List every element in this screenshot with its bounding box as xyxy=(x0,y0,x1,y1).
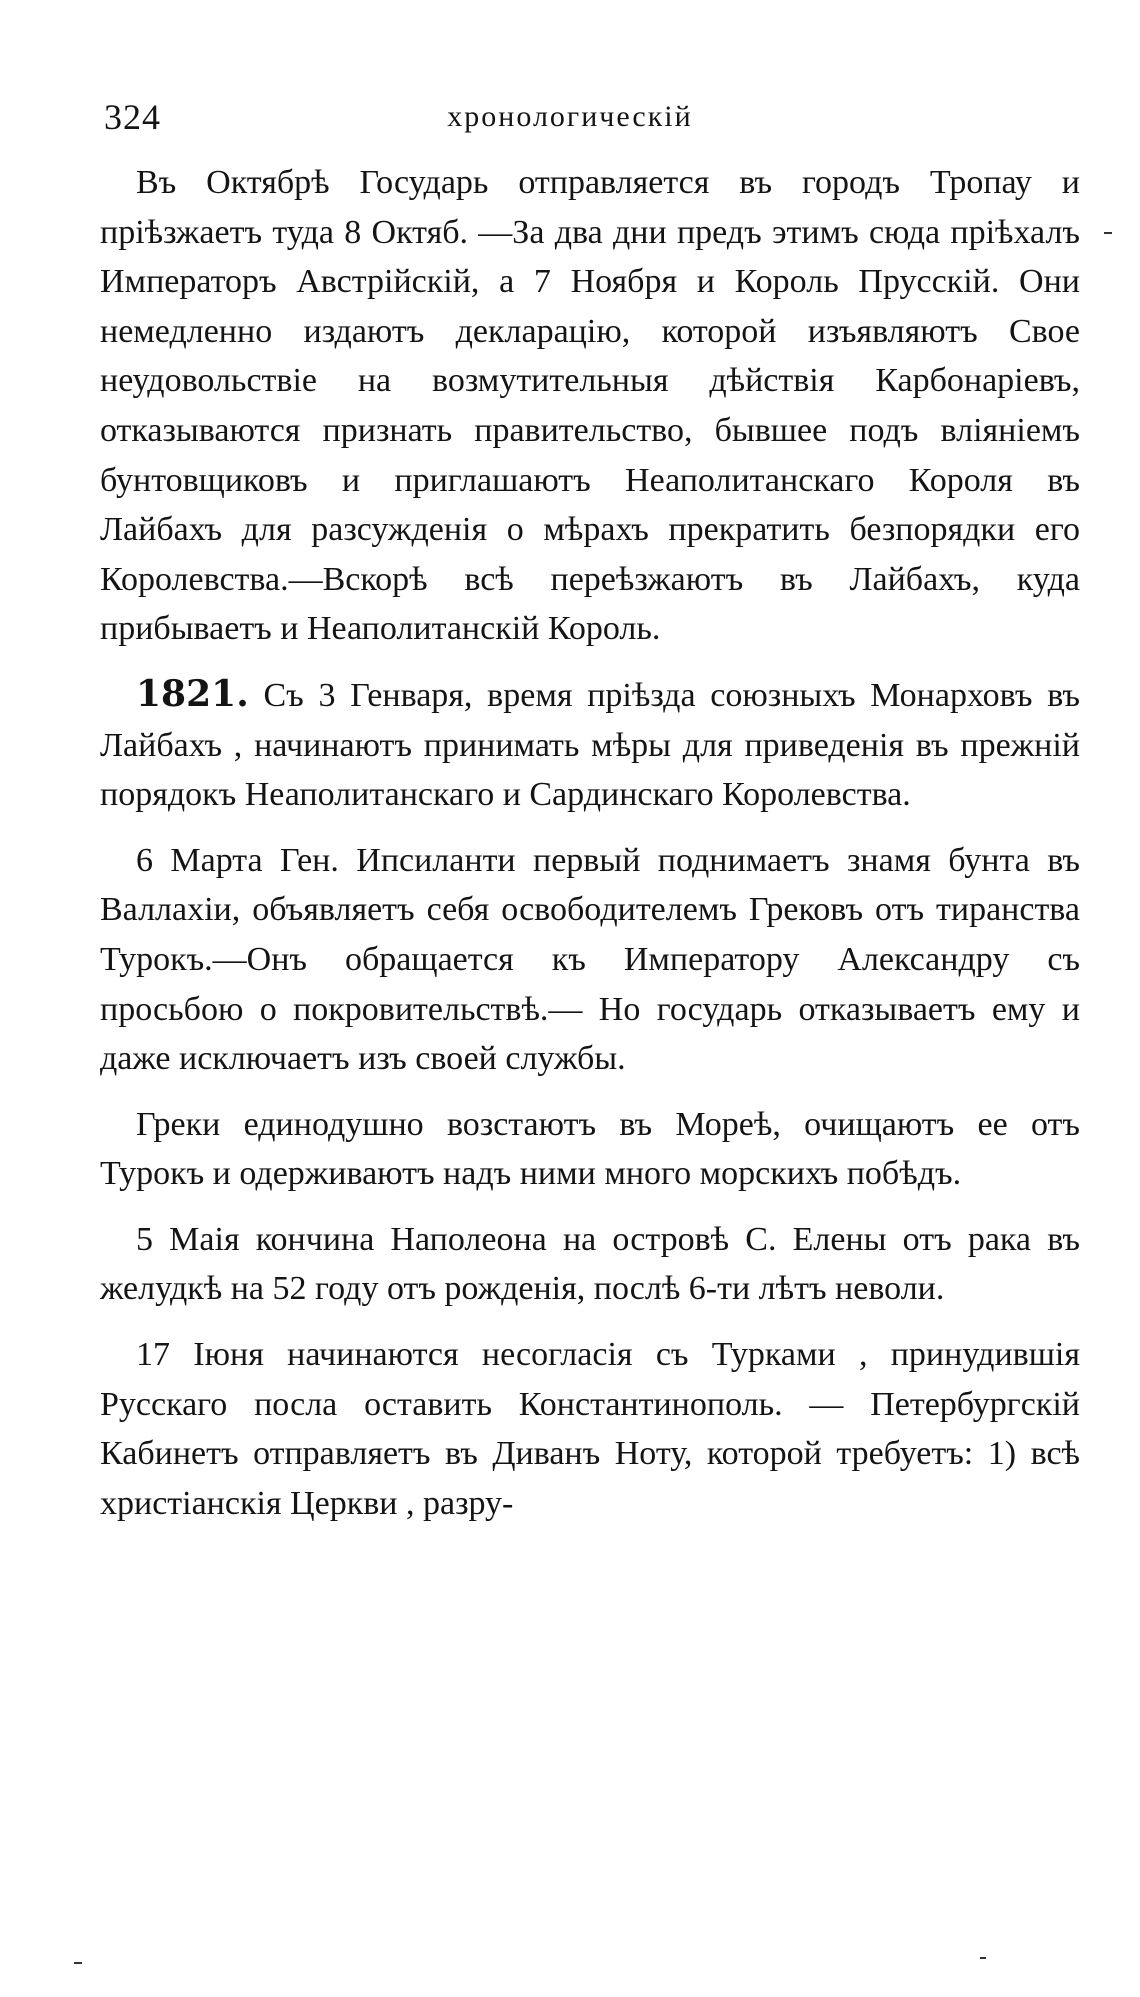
paragraph-1821-laibach xyxy=(100,670,1080,820)
paragraph-october-tropau xyxy=(100,158,1080,654)
paragraph-ypsilanti xyxy=(100,836,1080,1084)
paragraph-text: 6 Марта Ген. Ипсиланти первый поднимаетъ знамя бунта въ Валлахіи, объявляетъ себя освободителемъ Грековъ отъ тиранства Турокъ.—Онъ обращается къ Императору Александру съ просьбою о покровительствѣ.— Но государь отказываетъ ему и даже исключаетъ изъ своей службы. xyxy=(100,841,1080,1078)
running-title: хронологическій xyxy=(447,100,693,133)
page-body xyxy=(100,158,1080,1544)
paragraph-greek-uprising xyxy=(100,1100,1080,1199)
print-speck xyxy=(1104,232,1112,234)
paragraph-text: Въ Октябрѣ Государь отправляется въ городъ Тропау и пріѣзжаетъ туда 8 Октяб. —За два дни предъ этимъ сюда пріѣхалъ Императоръ Австрійскій, а 7 Ноября и Король Прусскій. Они немедленно издаютъ декларацію, которой изъявляютъ Свое неудовольствіе на возмутительныя дѣйствія Карбонаріевъ, отказываются признать правительство, бывшее подъ вліяніемъ бунтовщиковъ и приглашаютъ Неаполитанскаго Короля въ Лайбахъ для разсужденія о мѣрахъ прекратить безпорядки его Королевства.—Вскорѣ всѣ переѣзжаютъ въ Лайбахъ, куда прибываетъ и Неаполитанскій Король. xyxy=(100,164,1080,648)
year-heading: 1821. xyxy=(136,672,249,715)
paragraph-text: 17 Іюня начинаются несогласія съ Турками , принудившія Русскаго посла оставить Константинополь. — Петербургскій Кабинетъ отправляетъ въ Диванъ Ноту, которой требуетъ: 1) всѣ христіанскія Церкви , разру- xyxy=(100,1336,1080,1522)
paragraph-text: 5 Маія кончина Наполеона на островѣ С. Елены отъ рака въ желудкѣ на 52 году отъ рожденія, послѣ 6-ти лѣтъ неволи. xyxy=(100,1220,1080,1308)
print-speck xyxy=(980,1957,986,1959)
paragraph-text: Съ 3 Генваря, время пріѣзда союзныхъ Монарховъ въ Лайбахъ , начинаютъ принимать мѣры для приведенія въ прежній порядокъ Неаполитанскаго и Сардинскаго Королевства. xyxy=(100,676,1080,814)
paragraph-text: Греки единодушно возстаютъ въ Мореѣ, очищаютъ ее отъ Турокъ и одерживаютъ надъ ними много морскихъ побѣдъ. xyxy=(100,1105,1080,1193)
page-number: 324 xyxy=(104,97,161,137)
paragraph-napoleon-death xyxy=(100,1215,1080,1314)
print-speck xyxy=(74,1962,82,1964)
paragraph-turkish-dispute xyxy=(100,1330,1080,1528)
